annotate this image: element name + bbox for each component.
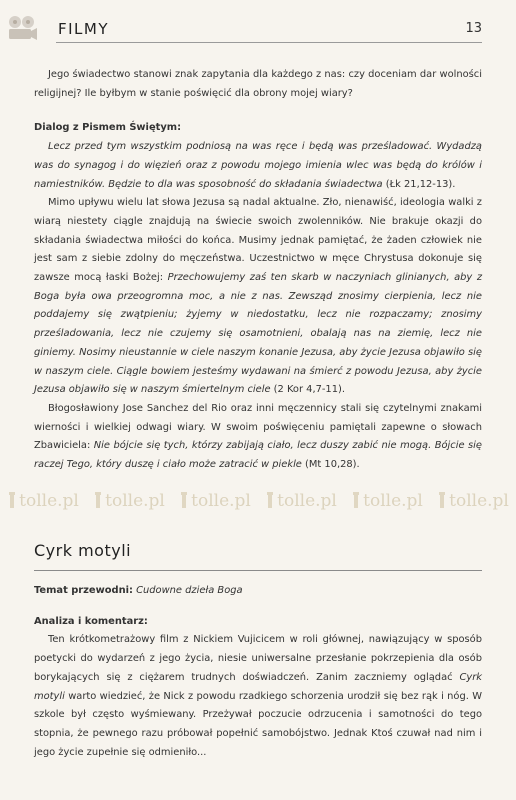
watermark <box>179 491 251 511</box>
page-number: 13 <box>465 21 482 36</box>
watermark-text: tolle.pl <box>277 491 337 511</box>
theme-label: Temat przewodni: <box>34 585 133 596</box>
quote-reference: (Łk 21,12-13). <box>382 178 456 190</box>
running-header-title: FILMY <box>58 20 110 38</box>
theme-value: Cudowne dzieła Boga <box>132 585 243 596</box>
quote-text: Przechowujemy zaś ten skarb w naczyniach glinianych, aby z Boga była owa przeogromna moc, a nie z nas. Zewsząd znosimy cierpienia, lecz nie poddajemy się zwątpieniu; żyjemy w niedostatku, lecz nie rozpaczamy; znosimy prześladowania, lecz nie czujemy się osamotnieni, obalają nas na ziemię, lecz nie giniemy. Nosimy nieustannie w ciele naszym konanie Jezusa, aby życie Jezusa objawiło się w naszym ciele. Ciągle bowiem jesteśmy wydawani na śmierć z powodu Jezusa, aby życie Jezusa objawiło się w naszym śmiertelnym ciele <box>34 272 482 396</box>
tower-icon <box>7 492 17 510</box>
section-title: Cyrk motyli <box>34 541 132 560</box>
paragraph-text: Mimo upływu wielu lat słowa Jezusa są nadal aktualne. Zło, nienawiść, ideologia walki z wiarą niestety ciągle znajdują na świecie swoich zwolenników. Nie brakuje okazji do składania świadectwa miłości do końca. Musimy jednak pamiętać, że żaden człowiek nie jest sam z siebie zdolny do męczeństwa. Uczestnictwo w męce Chrystusa dokonuje się zawsze mocą łaski Bożej: <box>34 197 482 284</box>
paragraph-martyrdom <box>34 194 482 400</box>
watermark-text: tolle.pl <box>105 491 165 511</box>
watermark <box>93 491 165 511</box>
spacer <box>34 601 482 613</box>
paragraph-analysis <box>34 631 482 762</box>
scripture-quote-luke <box>34 138 482 194</box>
paragraph-text: warto wiedzieć, że Nick z powodu rzadkiego schorzenia urodził się bez rąk i nóg. W szkole był często wyśmiewany. Przeżywał poczucie odrzucenia i samotności do tego stopnia, że pewnego razu próbował popełnić samobójstwo. Jednak Ktoś czuwał nad nim i jego życie zupełnie się odmieniło... <box>34 690 482 758</box>
quote-text: Lecz przed tym wszystkim podniosą na was ręce i będą was prześladować. Wydadzą was do synagog i do więzień oraz z powodu mojego imienia wlec was będą do królów i namiestników. Będzie to dla was sposobność do składania świadectwa <box>34 141 482 190</box>
watermark-text: tolle.pl <box>363 491 423 511</box>
header-divider <box>56 42 482 43</box>
film-title-inline: Cyrk motyli <box>34 671 482 702</box>
film-reel-icon <box>4 10 38 44</box>
dialog-heading: Dialog z Pismem Świętym: <box>34 122 182 134</box>
watermark <box>265 491 337 511</box>
watermark-text: tolle.pl <box>191 491 251 511</box>
tower-icon <box>93 492 103 510</box>
paragraph-intro: Jego świadectwo stanowi znak zapytania dla każdego z nas: czy doceniam dar wolności religijnej? Ile byłbym w stanie poświęcić dla obrony mojej wiary? <box>34 69 482 99</box>
section-divider <box>34 570 482 571</box>
watermark-text: tolle.pl <box>19 491 79 511</box>
tower-icon <box>437 492 447 510</box>
paragraph-text: Błogosławiony Jose Sanchez del Rio oraz inni męczennicy stali się czytelnymi znakami wierności i wielkiej odwagi wiary. W swoim poświęceniu pamiętali zapewne o słowach Zbawiciela: <box>34 402 482 452</box>
watermark-row <box>0 486 516 516</box>
page-header <box>0 0 516 48</box>
paragraph-text: Ten krótkometrażowy film z Nickiem Vujicicem w roli głównej, nawiązujący w sposób poetycki do wydarzeń z jego życia, niesie uniwersalne przesłanie pokrzepienia dla osób borykających się z ciężarem trudnych doświadczeń. Zanim zaczniemy oglądać <box>34 634 482 683</box>
quote-reference: (Mt 10,28). <box>301 459 360 471</box>
tower-icon <box>265 492 275 510</box>
tower-icon <box>351 492 361 510</box>
tower-icon <box>179 492 189 510</box>
watermark <box>351 491 423 511</box>
quote-text: Nie bójcie się tych, którzy zabijają ciało, lecz duszy zabić nie mogą. Bójcie się raczej Tego, który duszę i ciało może zatracić w piekle <box>34 440 482 471</box>
spacer <box>34 103 482 119</box>
watermark <box>7 491 79 511</box>
watermark-text: tolle.pl <box>449 491 509 511</box>
article-body-top <box>34 66 482 475</box>
theme-line <box>34 582 482 601</box>
analysis-heading: Analiza i komentarz: <box>34 615 148 627</box>
quote-reference: (2 Kor 4,7-11). <box>270 384 345 396</box>
paragraph-martyrs <box>34 400 482 475</box>
article-body-bottom <box>34 582 482 762</box>
watermark <box>437 491 509 511</box>
